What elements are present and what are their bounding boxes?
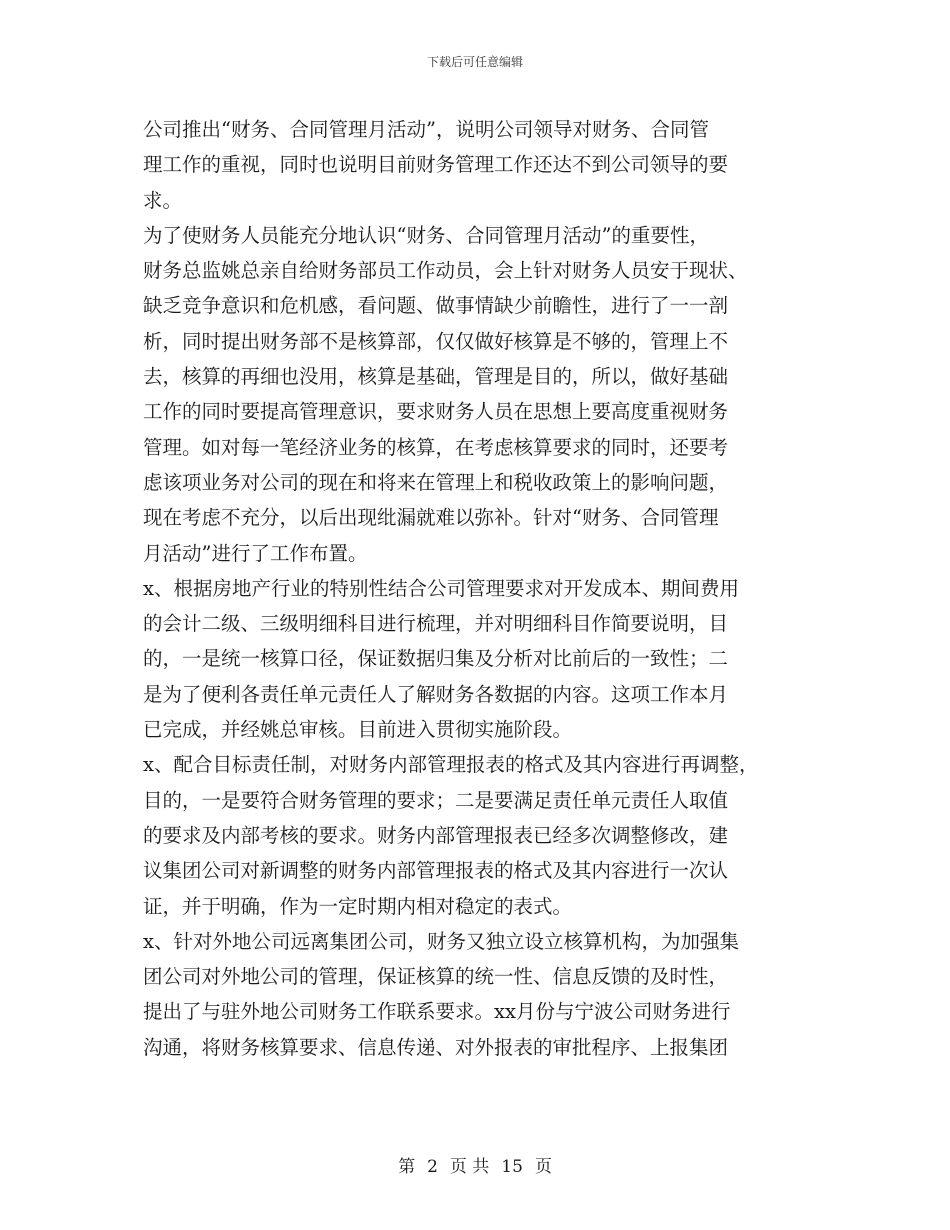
document-body (143, 112, 823, 1065)
text-line: 证，并于明确，作为一定时期内相对稳定的表式。 (143, 894, 573, 918)
text-line: 为了使财务人员能充分地认识“财务、合同管理月活动”的重要性， (143, 223, 709, 247)
text-line: x、配合目标责任制，对财务内部管理报表的格式及其内容进行再调整， (143, 753, 759, 777)
text-line: 工作的同时要提高管理意识，要求财务人员在思想上要高度重视财务 (143, 400, 729, 424)
footer-page-number: 2 (427, 1157, 438, 1177)
text-line: 议集团公司对新调整的财务内部管理报表的格式及其内容进行一次认 (143, 859, 729, 883)
text-line: 目的，一是要符合财务管理的要求；二是要满足责任单元责任人取值 (143, 788, 729, 812)
text-line: 已完成，并经姚总审核。目前进入贯彻实施阶段。 (143, 718, 573, 742)
footer-prefix: 第 (398, 1157, 416, 1177)
text-line: 析，同时提出财务部不是核算部，仅仅做好核算是不够的，管理上不 (143, 329, 729, 353)
footer-total-pages: 15 (501, 1157, 523, 1177)
text-line: 公司推出“财务、合同管理月活动”，说明公司领导对财务、合同管 (143, 118, 709, 141)
text-line: 管理。如对每一笔经济业务的核算，在考虑核算要求的同时，还要考 (143, 435, 729, 459)
text-line: 去，核算的再细也没用，核算是基础，管理是目的，所以，做好基础 (143, 365, 729, 389)
text-line: 的要求及内部考核的要求。财务内部管理报表已经多次调整修改，建 (143, 823, 729, 847)
text-line: 求。 (143, 188, 183, 212)
footer-middle: 页 共 (449, 1157, 490, 1177)
text-line: x、根据房地产行业的特别性结合公司管理要求对开发成本、期间费用 (143, 576, 739, 600)
text-line: 理工作的重视，同时也说明目前财务管理工作还达不到公司领导的要 (143, 153, 729, 177)
text-line: 缺乏竞争意识和危机感，看问题、做事情缺少前瞻性，进行了一一剖 (143, 294, 729, 318)
header-note: 下载后可任意编辑 (426, 55, 523, 69)
footer-suffix: 页 (534, 1157, 552, 1177)
text-line: 沟通，将财务核算要求、信息传递、对外报表的审批程序、上报集团 (143, 1035, 729, 1059)
page-footer (0, 1156, 950, 1178)
text-line: 的会计二级、三级明细科目进行梳理，并对明细科目作简要说明，目 (143, 612, 729, 636)
text-line: 的，一是统一核算口径，保证数据归集及分析对比前后的一致性；二 (143, 647, 729, 671)
text-line: 财务总监姚总亲自给财务部员工作动员，会上针对财务人员安于现状、 (143, 259, 748, 283)
text-line: 现在考虑不充分，以后出现纰漏就难以弥补。针对“财务、合同管理 (143, 506, 719, 530)
text-line: 提出了与驻外地公司财务工作联系要求。xx月份与宁波公司财务进行 (143, 1000, 731, 1024)
text-line: 是为了便利各责任单元责任人了解财务各数据的内容。这项工作本月 (143, 682, 729, 706)
text-line: 虑该项业务对公司的现在和将来在管理上和税收政策上的影响问题， (143, 470, 729, 494)
text-line: x、针对外地公司远离集团公司，财务又独立设立核算机构，为加强集 (143, 929, 739, 953)
text-line: 团公司对外地公司的管理，保证核算的统一性、信息反馈的及时性， (143, 965, 729, 989)
text-line: 月活动”进行了工作布置。 (143, 541, 368, 565)
